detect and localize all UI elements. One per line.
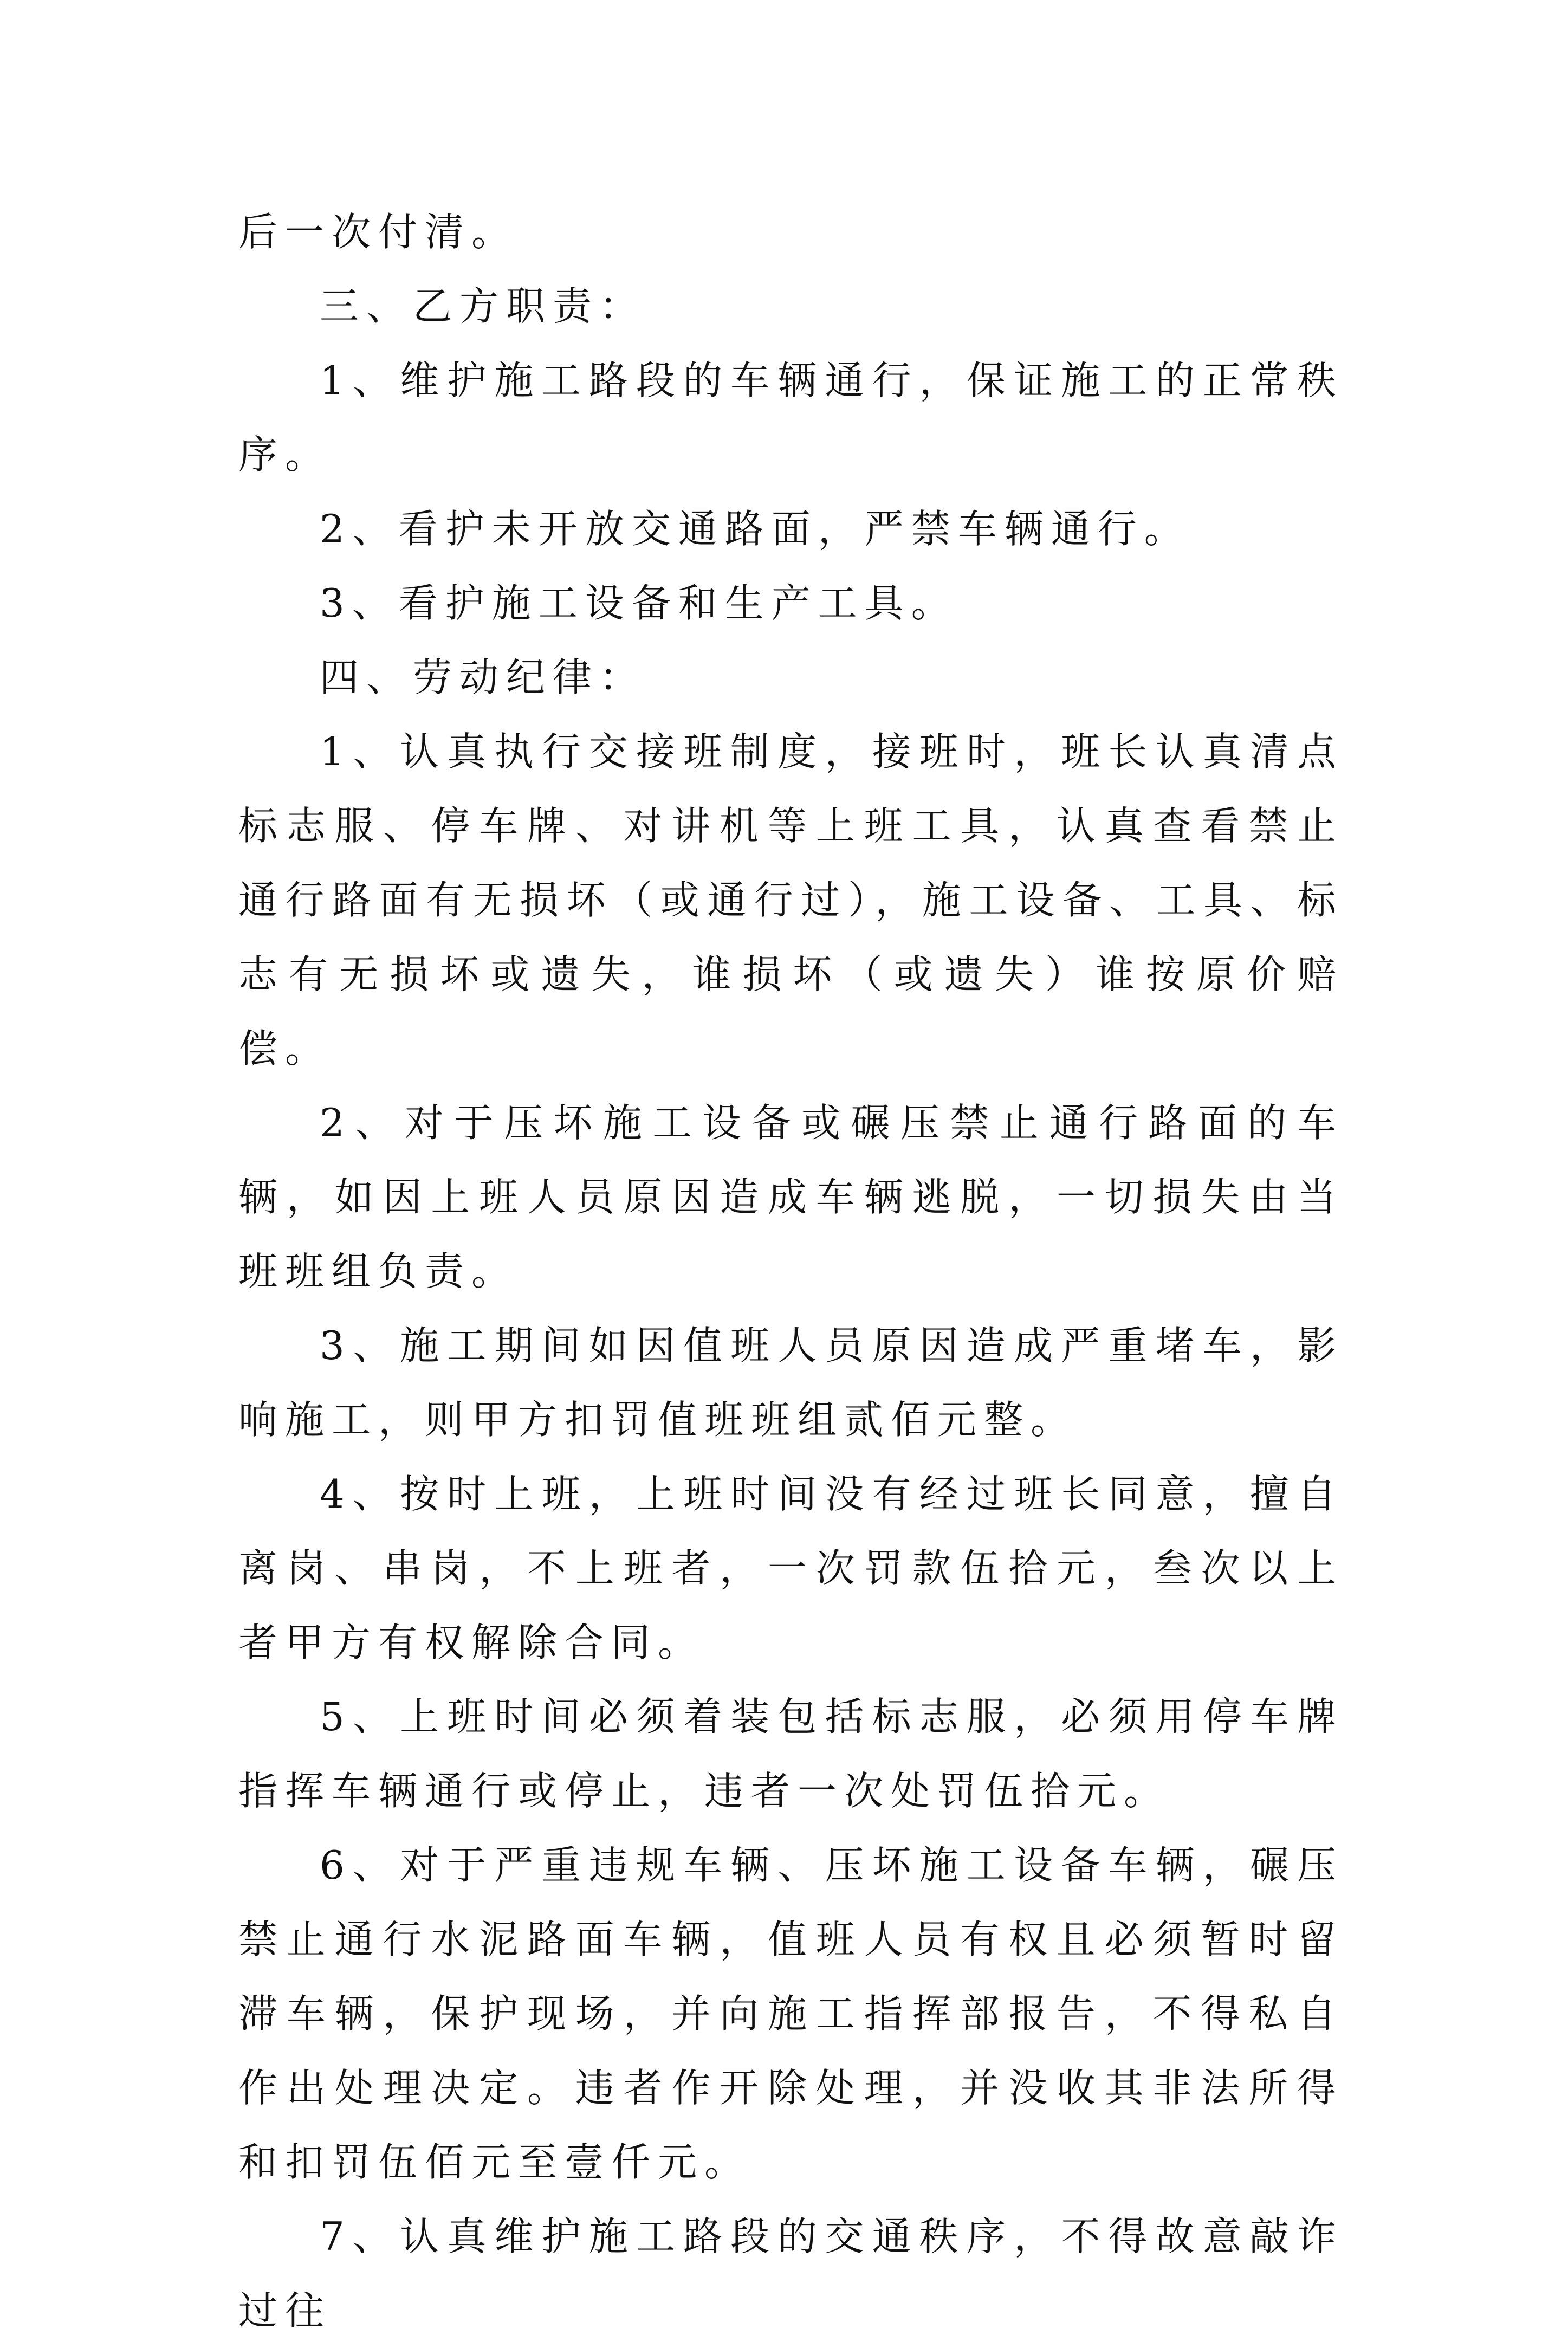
section-heading-labor-discipline: 四、劳动纪律：: [320, 655, 646, 700]
paragraph-discipline-4: 4、按时上班，上班时间没有经过班长同意，擅自离岗、串岗，不上班者，一次罚款伍拾元，叁次以上者甲方有权解除合同。: [238, 1471, 1344, 1665]
document-body: [238, 195, 1344, 2348]
paragraph-duty-3: 3、看护施工设备和生产工具。: [320, 580, 958, 626]
paragraph-discipline-3: 3、施工期间如因值班人员原因造成严重堵车，影响施工，则甲方扣罚值班班组贰佰元整。: [238, 1323, 1344, 1443]
paragraph-duty-1: 1、维护施工路段的车辆通行，保证施工的正常秩序。: [238, 358, 1344, 477]
paragraph-discipline-2: 2、对于压坏施工设备或碾压禁止通行路面的车辆，如因上班人员原因造成车辆逃脱，一切损失由当班班组负责。: [238, 1100, 1344, 1294]
paragraph-continuation: 后一次付清。: [238, 209, 519, 255]
paragraph-discipline-7: 7、认真维护施工路段的交通秩序，不得故意敲诈过往: [238, 2214, 1344, 2333]
paragraph-discipline-6: 6、对于严重违规车辆、压坏施工设备车辆，碾压禁止通行水泥路面车辆，值班人员有权且必须暂时留滞车辆，保护现场，并向施工指挥部报告，不得私自作出处理决定。违者作开除处理，并没收其非法所得和扣罚伍佰元至壹仟元。: [238, 1842, 1344, 2185]
section-heading-party-b-duties: 三、乙方职责：: [320, 283, 646, 329]
paragraph-duty-2: 2、看护未开放交通路面，严禁车辆通行。: [320, 506, 1191, 552]
paragraph-discipline-5: 5、上班时间必须着装包括标志服，必须用停车牌指挥车辆通行或停止，违者一次处罚伍拾元。: [238, 1694, 1344, 1814]
paragraph-discipline-1: 1、认真执行交接班制度，接班时，班长认真清点标志服、停车牌、对讲机等上班工具，认真查看禁止通行路面有无损坏（或通行过），施工设备、工具、标志有无损坏或遗失，谁损坏（或遗失）谁按原价赔偿。: [238, 729, 1344, 1071]
